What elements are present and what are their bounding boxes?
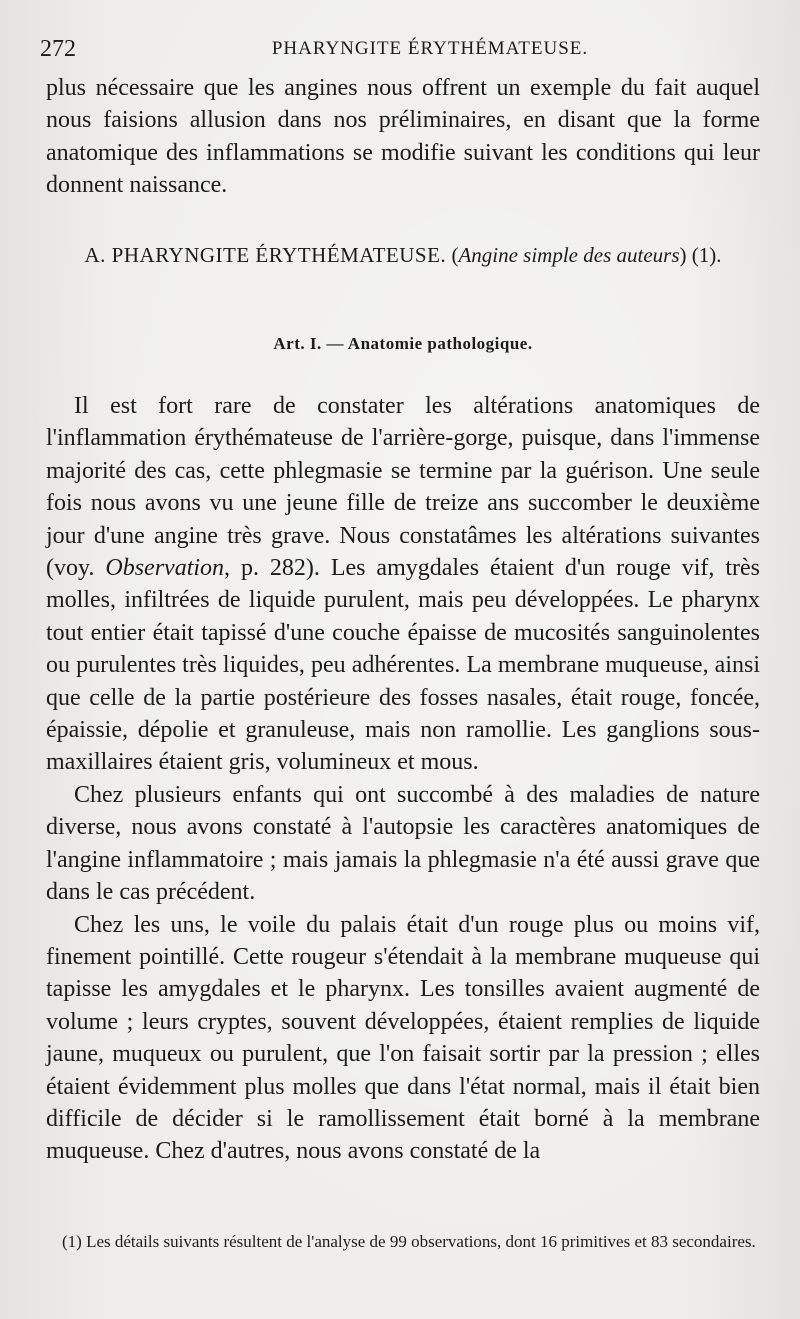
running-title: PHARYNGITE ÉRYTHÉMATEUSE. bbox=[271, 38, 589, 59]
section-heading-paren-close: ) (1). bbox=[679, 243, 722, 267]
paragraph-3: Chez les uns, le voile du palais était d'un rouge plus ou moins vif, finement pointillé. Cette rougeur s'étendait à la membrane muqueuse qui tapisse les amygdales et le pharynx. Les tonsilles avaient augmenté de volume ; leurs cryptes, souvent développées, étaient remplies de liquide jaune, muqueux ou purulent, que l'on faisait sortir par la pression ; elles étaient évidemment plus molles que dans l'état normal, mais il était bien difficile de décider si le ramollissement était borné à la membrane muqueuse. Chez d'autres, nous avons constaté de la bbox=[46, 911, 760, 1165]
section-heading-paren-open: ( bbox=[451, 243, 459, 267]
page-number: 272 bbox=[40, 36, 76, 62]
intro-paragraph-block bbox=[46, 72, 760, 202]
footnote bbox=[46, 1228, 760, 1255]
paragraph-1-part-2: , p. 282). Les amygdales étaient d'un rouge vif, très molles, infiltrées de liquide purulent, mais peu développées. Le pharynx tout entier était tapissé d'une couche épaisse de mucosités sanguinolentes ou purulentes très liquides, peu adhérentes. La membrane muqueuse, ainsi que celle de la partie postérieure des fosses nasales, était rouge, foncée, épaissie, dépolie et granuleuse, mais non ramollie. Les ganglions sous-maxillaires étaient gris, volumineux et mous. bbox=[46, 555, 760, 776]
section-heading-subtitle: Angine simple des auteurs bbox=[458, 243, 680, 267]
paragraph-2: Chez plusieurs enfants qui ont succombé à des maladies de nature diverse, nous avons constaté à l'autopsie les caractères anatomiques de l'angine inflammatoire ; mais jamais la phlegmasie n'a été aussi grave que dans le cas précédent. bbox=[46, 781, 760, 906]
section-heading bbox=[46, 240, 760, 270]
intro-paragraph: plus nécessaire que les angines nous offrent un exemple du fait auquel nous faisions allusion dans nos préliminaires, en disant que la forme anatomique des inflammations se modifie suivant les conditions qui leur donnent naissance. bbox=[46, 75, 760, 199]
paragraph-1 bbox=[46, 390, 760, 779]
paragraph-1-italic: Observation bbox=[105, 555, 225, 582]
article-heading: Art. I. — Anatomie pathologique. bbox=[273, 334, 533, 353]
section-heading-label: A. PHARYNGITE ÉRYTHÉMATEUSE. bbox=[84, 243, 447, 267]
paragraph-1-part-1: Il est fort rare de constater les altérations anatomiques de l'inflammation érythémateuse de l'arrière-gorge, puisque, dans l'immense majorité des cas, cette phlegmasie se termine par la guérison. Une seule fois nous avons vu une jeune fille de treize ans succomber le deuxième jour d'une angine très grave. Nous constatâmes les altérations suivantes (voy. bbox=[46, 393, 760, 582]
footnote-text: (1) Les détails suivants résultent de l'analyse de 99 observations, dont 16 primitives et 83 secondaires. bbox=[62, 1232, 756, 1251]
running-head bbox=[40, 36, 760, 66]
body-text bbox=[46, 390, 760, 1168]
